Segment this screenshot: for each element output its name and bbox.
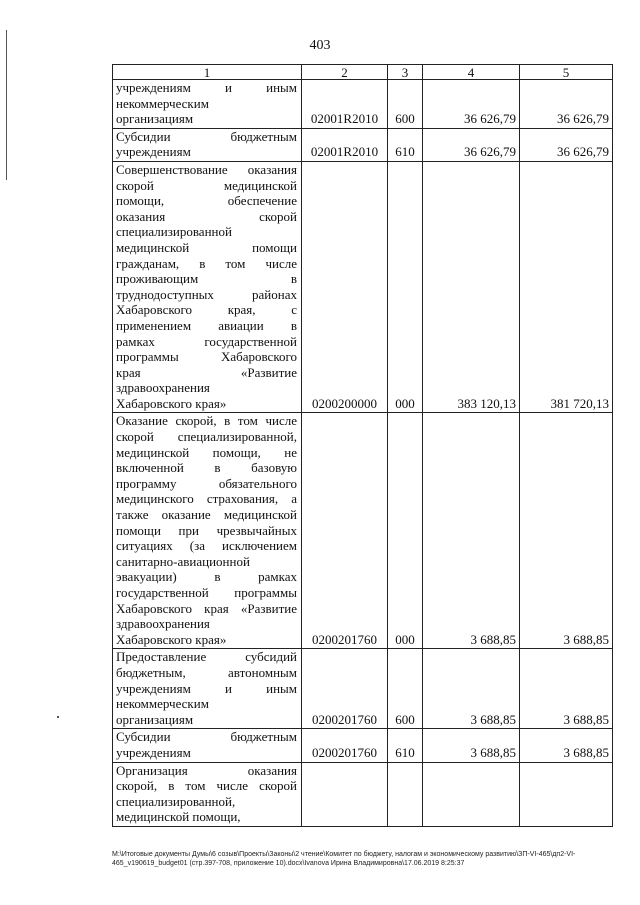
expense-name-line: здравоохранения — [116, 616, 210, 632]
expense-name-cell — [113, 729, 302, 762]
expense-name-line: здравоохранения — [116, 380, 210, 396]
expense-type-code-cell: 610 — [388, 729, 423, 762]
target-article-code-cell: 0200201760 — [302, 413, 388, 649]
amount-year2-cell: 3 688,85 — [520, 729, 613, 762]
expense-name-line: помощи при чрезвычайных — [116, 522, 297, 538]
expense-name-line: скорой медицинской — [116, 177, 297, 193]
footer-line: 465_v190619_budget01 (стр.397-708, приложение 10).docx\Ivanova Ирина Владимировна\17.06.2019 8:25:37 — [112, 860, 465, 867]
expense-type-code-cell — [388, 762, 423, 826]
expense-name-line: Хабаровского края «Развитие — [116, 600, 297, 616]
expense-name-line: Субсидии бюджетным — [116, 729, 297, 745]
expense-name-line: учреждениям и иным — [116, 680, 297, 696]
expense-name-cell — [113, 762, 302, 826]
expense-name-line: медицинской помощи, не — [116, 444, 297, 460]
expense-name-line: включенной в базовую — [116, 460, 297, 476]
expense-name-line: скорой специализированной, — [116, 429, 297, 445]
amount-year1-cell: 36 626,79 — [423, 128, 520, 161]
amount-year2-cell: 381 720,13 — [520, 161, 613, 413]
amount-year1-cell: 36 626,79 — [423, 80, 520, 129]
expense-type-code-cell: 000 — [388, 413, 423, 649]
column-header-3: 3 — [388, 65, 423, 80]
expense-type-code-cell: 610 — [388, 128, 423, 161]
table-row — [113, 762, 613, 826]
amount-year2-cell — [520, 762, 613, 826]
expense-name-line: рамках государственной — [116, 333, 297, 349]
expense-name-line: медицинского страхования, а — [116, 491, 297, 507]
expense-name-line: труднодоступных районах — [116, 286, 297, 302]
page-number: 403 — [309, 38, 331, 53]
amount-year1-cell: 3 688,85 — [423, 413, 520, 649]
budget-table — [112, 64, 613, 827]
expense-name-line: государственной программы — [116, 585, 297, 600]
expense-name-line: Оказание скорой, в том числе — [116, 413, 297, 429]
amount-year1-cell — [423, 762, 520, 826]
expense-name-line: специализированной, — [116, 793, 236, 809]
expense-type-code-cell: 600 — [388, 80, 423, 129]
expense-name-line: проживающим в — [116, 271, 297, 287]
scan-dot — [57, 716, 59, 718]
document-footer-path — [112, 850, 622, 868]
expense-name-line: учреждениям и иным — [116, 80, 297, 95]
expense-name-line: оказания скорой — [116, 208, 297, 224]
expense-name-line: бюджетным, автономным — [116, 664, 297, 680]
target-article-code-cell: 0200200000 — [302, 161, 388, 413]
amount-year2-cell: 3 688,85 — [520, 649, 613, 729]
expense-name-line: программу обязательного — [116, 475, 297, 491]
expense-name-line: специализированной — [116, 224, 232, 240]
amount-year2-cell: 36 626,79 — [520, 128, 613, 161]
target-article-code-cell: 02001R2010 — [302, 80, 388, 129]
expense-name-line: применением авиации в — [116, 317, 297, 333]
expense-name-line: Предоставление субсидий — [116, 649, 297, 665]
column-header-1: 1 — [113, 65, 302, 80]
expense-name-line: края «Развитие — [116, 364, 297, 380]
amount-year2-cell: 36 626,79 — [520, 80, 613, 129]
expense-name-line: учреждениям — [116, 744, 191, 760]
column-header-5: 5 — [520, 65, 613, 80]
table-row — [113, 413, 613, 649]
expense-name-cell — [113, 80, 302, 129]
expense-name-line: также оказание медицинской — [116, 507, 297, 523]
expense-name-line: программы Хабаровского — [116, 349, 297, 365]
expense-name-line: эвакуации) в рамках — [116, 569, 297, 585]
amount-year1-cell: 3 688,85 — [423, 729, 520, 762]
expense-type-code-cell: 600 — [388, 649, 423, 729]
expense-name-line: гражданам, в том числе — [116, 255, 297, 271]
amount-year2-cell: 3 688,85 — [520, 413, 613, 649]
expense-name-cell — [113, 161, 302, 413]
expense-name-line: Хабаровского края» — [116, 631, 227, 647]
expense-name-line: Совершенствование оказания — [116, 161, 297, 177]
column-header-4: 4 — [423, 65, 520, 80]
expense-name-line: Хабаровского края» — [116, 395, 227, 411]
expense-name-cell — [113, 413, 302, 649]
expense-name-cell — [113, 128, 302, 161]
expense-name-line: медицинской помощи, — [116, 809, 241, 825]
target-article-code-cell — [302, 762, 388, 826]
expense-name-cell — [113, 649, 302, 729]
expense-name-line: организациям — [116, 711, 194, 727]
expense-name-line: медицинской помощи — [116, 239, 297, 255]
expense-name-line: Субсидии бюджетным — [116, 128, 297, 144]
table-row — [113, 649, 613, 729]
expense-type-code-cell: 000 — [388, 161, 423, 413]
amount-year1-cell: 383 120,13 — [423, 161, 520, 413]
target-article-code-cell: 02001R2010 — [302, 128, 388, 161]
expense-name-line: ситуациях (за исключением — [116, 538, 297, 554]
column-number-row — [113, 65, 613, 80]
table-row — [113, 128, 613, 161]
target-article-code-cell: 0200201760 — [302, 729, 388, 762]
table-row — [113, 729, 613, 762]
expense-name-line: организациям — [116, 111, 194, 127]
expense-name-line: помощи, обеспечение — [116, 193, 297, 209]
expense-name-line: скорой, в том числе скорой — [116, 778, 297, 794]
table-row — [113, 161, 613, 413]
table-row — [113, 80, 613, 129]
expense-name-line: санитарно-авиационной — [116, 553, 250, 569]
footer-line: M:\Итоговые документы Думы\6 созыв\Проекты\Законы\2 чтение\Комитет по бюджету, налогам и экономическому развитию\ЗП-VI-465\дп2-VI- — [112, 851, 576, 858]
expense-name-line: Организация оказания — [116, 762, 297, 778]
expense-name-line: некоммерческим — [116, 95, 209, 111]
target-article-code-cell: 0200201760 — [302, 649, 388, 729]
expense-name-line: Хабаровского края, с — [116, 302, 297, 318]
expense-name-line: учреждениям — [116, 144, 191, 160]
expense-name-line: некоммерческим — [116, 696, 209, 712]
column-header-2: 2 — [302, 65, 388, 80]
scan-edge-mark — [6, 30, 7, 180]
amount-year1-cell: 3 688,85 — [423, 649, 520, 729]
